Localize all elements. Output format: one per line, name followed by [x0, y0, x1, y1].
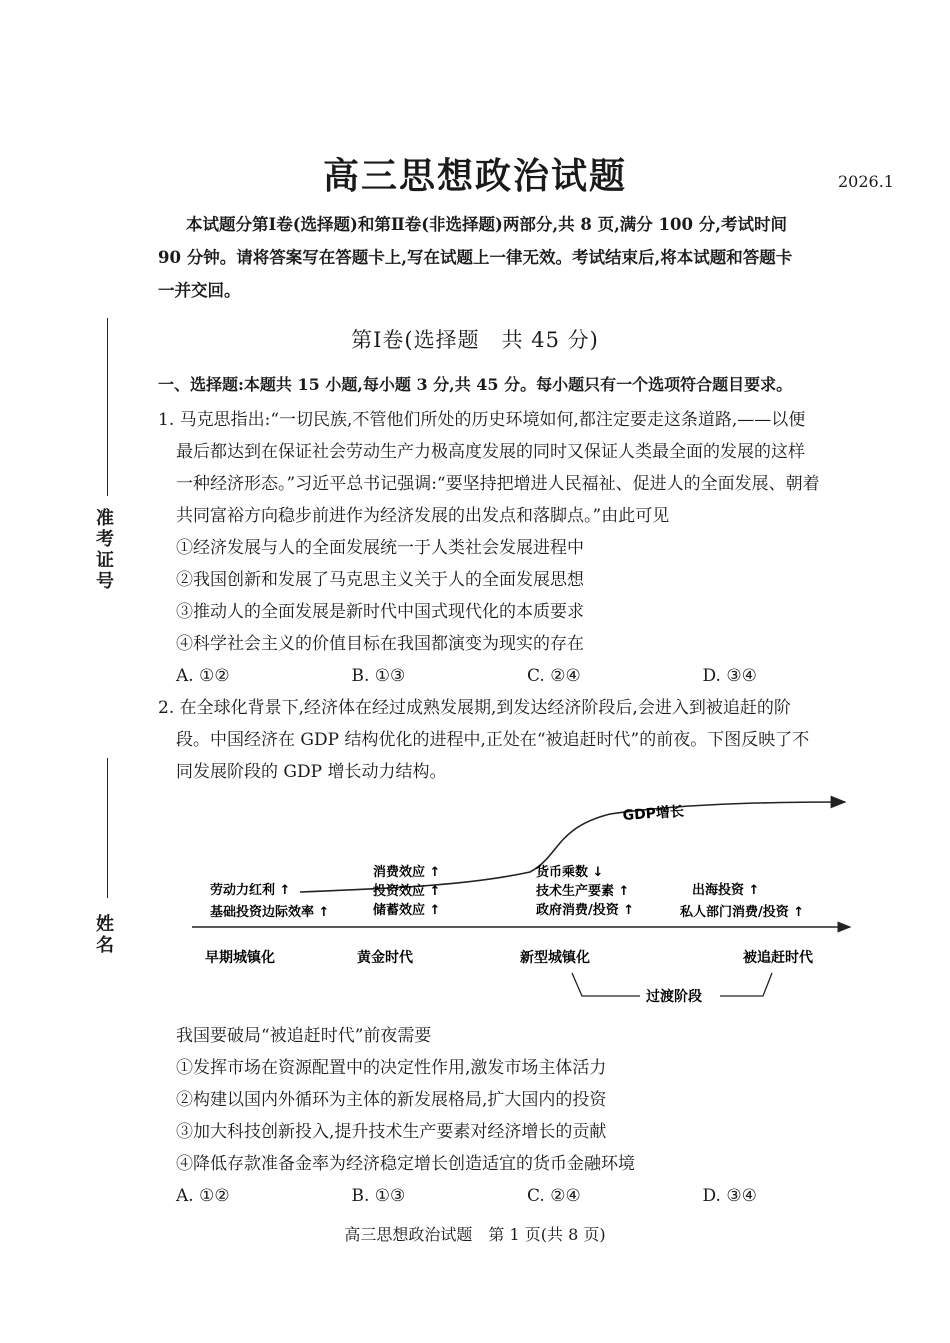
answer-choices [158, 1180, 878, 1212]
intro-line: 一并交回。 [158, 281, 241, 300]
page-footer: 高三思想政治试题 第 1 页(共 8 页) [344, 1225, 606, 1244]
choice-a: A. ①② [176, 666, 230, 686]
choice-a: A. ①② [176, 1186, 230, 1206]
statement-2: ②构建以国内外循环为主体的新发展格局,扩大国内的投资 [176, 1090, 607, 1110]
choice-c: C. ②④ [527, 1186, 581, 1206]
page-title: 高三思想政治试题 [322, 155, 627, 197]
question-text: 最后都达到在保证社会劳动生产力极高度发展的同时又保证人类最全面的发展的这样 [176, 442, 805, 462]
factor-label: 基础投资边际效率 ↑ [210, 905, 330, 920]
name-label: 姓名 [93, 914, 114, 956]
factor-label: 消费效应 ↑ [373, 865, 441, 880]
exam-date: 2026.1 [838, 172, 894, 191]
gdp-growth-label: GDP增长 [622, 803, 685, 824]
choice-b: B. ①③ [351, 666, 406, 686]
question-text: 2. 在全球化背景下,经济体在经过成熟发展期,到发达经济阶段后,会进入到被追赶的阶 [158, 698, 791, 718]
section-title: 第Ⅰ卷(选择题 共 45 分) [351, 328, 599, 352]
statement-2: ②我国创新和发展了马克思主义关于人的全面发展思想 [176, 570, 584, 590]
statement-1: ①经济发展与人的全面发展统一于人类社会发展进程中 [176, 538, 584, 558]
gdp-growth-diagram [0, 790, 950, 1020]
stage-label: 早期城镇化 [205, 950, 275, 966]
factor-label: 储蓄效应 ↑ [373, 903, 441, 918]
statement-4: ④降低存款准备金率为经济稳定增长创造适宜的货币金融环境 [176, 1154, 635, 1174]
statement-3: ③推动人的全面发展是新时代中国式现代化的本质要求 [176, 602, 584, 622]
question-prompt: 我国要破局“被追赶时代”前夜需要 [176, 1026, 432, 1046]
factor-label: 劳动力红利 ↑ [210, 883, 291, 898]
factor-label: 政府消费/投资 ↑ [536, 903, 635, 918]
stage-label: 黄金时代 [357, 950, 413, 966]
choice-b: B. ①③ [351, 1186, 406, 1206]
choice-d: D. ③④ [702, 666, 757, 686]
question-2 [158, 692, 878, 788]
statement-4: ④科学社会主义的价值目标在我国都演变为现实的存在 [176, 634, 584, 654]
question-text: 共同富裕方向稳步前进作为经济发展的出发点和落脚点。”由此可见 [176, 506, 670, 526]
question-text: 段。中国经济在 GDP 结构优化的进程中,正处在“被追赶时代”的前夜。下图反映了不 [176, 730, 810, 750]
question-1 [158, 404, 878, 692]
factor-label: 出海投资 ↑ [692, 883, 760, 898]
section-instruction: 一、选择题:本题共 15 小题,每小题 3 分,共 45 分。每小题只有一个选项符合题目要求。 [158, 375, 793, 394]
question-2-options [158, 1020, 878, 1212]
question-text: 一种经济形态。”习近平总书记强调:“要坚持把增进人民福祉、促进人的全面发展、朝着 [176, 474, 820, 494]
intro-line: 90 分钟。请将答案写在答题卡上,写在试题上一律无效。考试结束后,将本试题和答题卡 [158, 248, 793, 267]
factor-label: 技术生产要素 ↑ [536, 884, 630, 899]
choice-c: C. ②④ [527, 666, 581, 686]
statement-1: ①发挥市场在资源配置中的决定性作用,激发市场主体活力 [176, 1058, 607, 1078]
statement-3: ③加大科技创新投入,提升技术生产要素对经济增长的贡献 [176, 1122, 607, 1142]
stage-label: 被追赶时代 [743, 950, 813, 966]
exam-number-label: 准考证号 [93, 508, 114, 592]
factor-label: 投资效应 ↑ [373, 884, 441, 899]
intro-line: 本试题分第Ⅰ卷(选择题)和第Ⅱ卷(非选择题)两部分,共 8 页,满分 100 分,考试时间 [186, 215, 787, 234]
question-text: 1. 马克思指出:“一切民族,不管他们所处的历史环境如何,都注定要走这条道路,——以便 [158, 410, 806, 430]
question-text: 同发展阶段的 GDP 增长动力结构。 [176, 762, 447, 782]
exam-instructions [158, 208, 878, 307]
transition-label: 过渡阶段 [646, 989, 702, 1005]
stage-label: 新型城镇化 [520, 950, 590, 966]
answer-choices [158, 660, 878, 692]
factor-label: 私人部门消费/投资 ↑ [680, 905, 805, 920]
factor-label: 货币乘数 ↓ [536, 865, 604, 880]
choice-d: D. ③④ [702, 1186, 757, 1206]
